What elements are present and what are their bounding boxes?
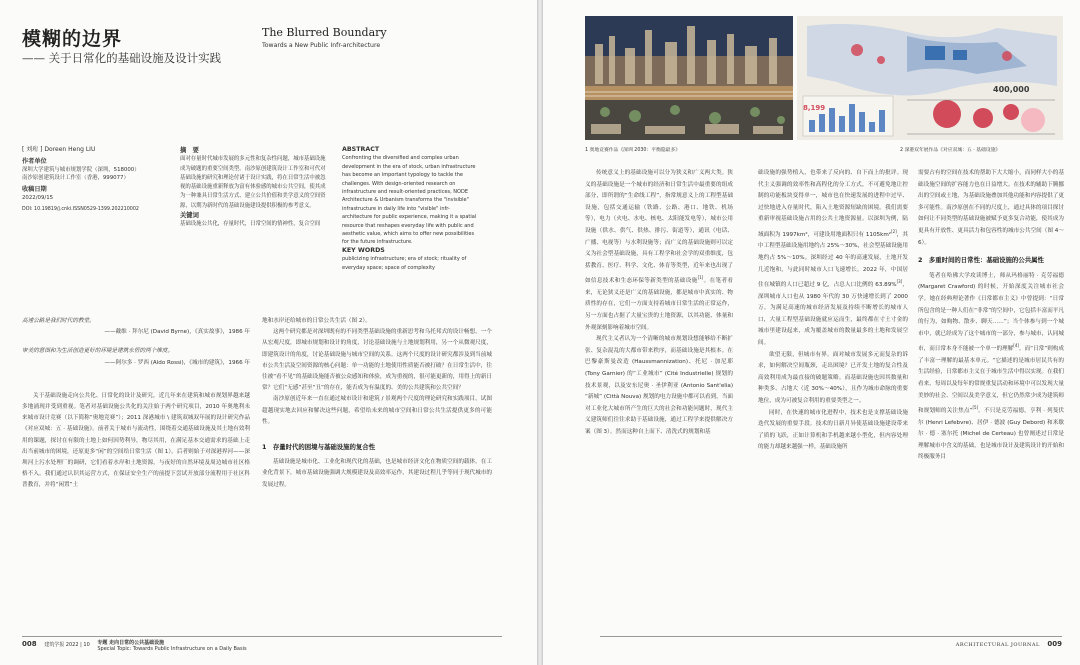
reference-mark: [4] bbox=[1013, 343, 1019, 349]
body-paragraph: 南沙原创近年来一直在通过城市设计和建筑 / 景观两个尺度的理论研究和实践项目，试图超越现实地去回应和解决这些问题，希望给未来的城市空间和日常公共生活提供更多的可能性。 bbox=[262, 396, 492, 425]
body-paragraph bbox=[758, 168, 908, 350]
figure-2-caption: 2 深港双年展作品《对应双城：五 · 基础设施》 bbox=[900, 148, 1001, 153]
right-column-3 bbox=[918, 168, 1064, 464]
body-paragraph: 欲望无限，但城市有界。面对城市发展多元而复杂的诉求，如何解决空间瓶颈，走出困境？已开发土地的复合性及高效利用成为最直接的破题策略。而基础设施也因其数量和种类多、占地大（近 30%～40%），且作为城市命脉的重要地位，成为可被复合利用的重要类型之一。 bbox=[758, 351, 908, 404]
right-footer bbox=[600, 636, 1062, 648]
date-label: 收稿日期 bbox=[22, 186, 47, 193]
keywords-en-label: KEY WORDS bbox=[342, 246, 385, 254]
reference-mark: [3] bbox=[896, 279, 903, 285]
epigraph-2-source: ——阿尔多 · 罗西 (Aldo Rossi)，《城市的建筑》，1966 年 bbox=[104, 359, 250, 366]
page-number-left: 008 bbox=[22, 640, 37, 648]
keywords-cn-label: 关键词 bbox=[180, 212, 199, 220]
special-topic bbox=[97, 640, 246, 652]
figure-2-image bbox=[797, 16, 1063, 140]
body-paragraph: 需要占有的空间在技术的帮助下大大缩小，而同样大小的基础设施空间的扩容能力也在日益增大。在技术的辅助下腾挪出的空间或土地，为基础设施叠加其他功能和内容提供了更多可能性。南沙原创在不同的尺度上，通过具体的项目探讨如何让不同类型的基础设施被赋予更多复合功能，使其成为更具有开放性、更具活力和包容性的城市公共空间（图 4～6）。 bbox=[918, 170, 1064, 246]
abstract-cn-label: 摘 要 bbox=[180, 147, 199, 154]
abstract-en bbox=[342, 146, 477, 272]
epigraph-1-source: ——戴维 · 拜尔尼 (David Byrne)，《真实故事》，1986 年 bbox=[104, 329, 250, 336]
abstract-cn bbox=[180, 146, 330, 230]
figure-1-illustration bbox=[585, 16, 793, 140]
journal-name-en: ARCHITECTURAL JOURNAL bbox=[955, 642, 1040, 648]
epigraph-2: 审美的意图和为生活创造更好的环境是建筑永恒的两个维度。 bbox=[22, 348, 174, 355]
figure-2-value-large: 400,000 bbox=[993, 85, 1030, 94]
epigraph-1: 高速公路是我们时代的教堂。 bbox=[22, 318, 95, 324]
body-paragraph: 地和水岸还给城市的日常公共生活（图 2）。 bbox=[262, 318, 371, 324]
keywords-en-text: publicizing infrastructure; era of stock; rituality of everyday space; space of complexity bbox=[342, 256, 467, 271]
left-page bbox=[0, 0, 537, 665]
figure-1-image bbox=[585, 16, 793, 140]
article-subtitle-cn: —— 关于日常化的基础设施及设计实践 bbox=[22, 51, 222, 65]
body-paragraph bbox=[585, 168, 733, 334]
left-column-1 bbox=[22, 316, 250, 492]
body-paragraph: 基础设施是城市化、工业化和现代化的基础，也是城市经济文化在物质空间的载体。在工业化背景下，城市基础设施强调大规模建设及高效率运作，其建设过程几乎等同于现代城市的发展过程。 bbox=[262, 459, 492, 488]
left-footer bbox=[22, 636, 502, 652]
figure-2-illustration bbox=[797, 16, 1063, 140]
body-text: ，深圳城市人口也从 1980 年代的 30 万快速增长到了 2000 万。为满足高速的城市经济发展及持续不断增长的城市人口，大量工程型基础设施就应运而生，最终都在寸土寸金的城市里建设起来，成为覆盖城市的数量最多的土地和发展空间。 bbox=[758, 282, 908, 347]
body-paragraph: 关于基础设施走向公共化、日常化的设计及研究，近几年来在建筑和城市规划界越来越多地涌现并受到重视。笔者对基础设施公共化的关注始于两个研究项目，2010 年奥地利未来城市设计竞赛（以下简称“奥地竞赛”）；2011 深港城市 \ 建筑双城双年展的设计研究作品《对应双城：五 · 基础设施》。前者关于城市与流动性，围绕着交通基础设施及其土地有效利用的课题，探讨在有限的土地上如何因势利导，物尽其用，在满足基本交通需求的基础上走出当前城市的困境，还原更多“闲”的空间给日常生活（图 1）。后者则始于对深港界河——深圳河上污水处理厂的调研，它们看着水岸和土地资源，与夜好的自然环境及周边城市社区格格不入。我们通过认识其运营方式，在保证安全生产的前提下尝试开放部分流程用于社区科普教育，并将“闲置”土 bbox=[22, 392, 250, 489]
body-text: 笔者在哈佛大学攻读博士，师从玛格丽特 · 克劳福德 (Margaret Crawford) 的时候，开始深度关注城市社会学。她在经典理论著作《日常都市主义》中曾提到：“日常所包含的是一种人们在“非常”的空间中，它包括丰富而平凡的行为，如购物、散步、聊天……”；当个体参与到一个城市中，就已经成为了这个城市的一部分，参与城市，认同城市，而日常本身不能被一个单一的理解 bbox=[918, 272, 1064, 353]
body-text: 。而“日常”则构成了丰富一理解的最基本单元。“它描述的是城市居民共有的生活经验，日常都市主义在于城市生活中得以实现。在我们看来，每周以及每年的常规重复活动和环境中可以发现大量美妙的社会、空间以及美学意义，但它仍然常少成为建筑师和规划师的关注焦点” bbox=[918, 346, 1064, 414]
figure-1-caption: 1 奥地竞赛作品《深圳 2030：平衡隐最多》 bbox=[585, 148, 681, 153]
doi: DOI: 10.19819/j.cnki.ISSN0529-1399.202210002 bbox=[22, 207, 139, 212]
affiliation-2: 南沙原创建筑设计工作室（香港，999077） bbox=[22, 175, 129, 181]
abstract-en-label: ABSTRACT bbox=[342, 146, 380, 153]
body-text: 传统意义上的基础设施可以分为狭义和广义两大类。狭义的基础设施是一个城市的经济和日常生活中最重要的组成部分，即所谓的“生命线工程”，指常规意义上的工程型基础设施，包括交通运输（铁路、公路、港口、地铁、机场等），电力（火电、水电、核电、太阳能发电等），城市公用设施（供水、供气、供热、排污、街道等），通讯（电话、广播、电视等）与水利设施等；而广义的基础设施则可以定义为社会型基础设施，具有工程学和社会学的双重维度，包括教育、医疗、科学、文化、体育等类型，近年来也出现了如信息技术和生态环保等新类型的基础设施 bbox=[585, 170, 733, 285]
affiliation-label: 作者单位 bbox=[22, 158, 47, 165]
article-subtitle-en: Towards a New Public Infr-architecture bbox=[262, 42, 381, 49]
author-meta bbox=[22, 146, 167, 214]
page-number-right: 009 bbox=[1047, 640, 1062, 648]
date-value: 2022/09/15 bbox=[22, 195, 54, 201]
abstract-cn-text: 面对存量时代城市发展的多元性和复杂性问题，城市基础设施成为破题的重要空间类型。南沙原创建筑设计工作室和可代对基础设施的研究和理论付诸于设计实践，将在日常生活中被忽视的基础设施重新释放为富有体验感的城市公共空间，使其成为一种兼具日常生活方式、建立公共价值和美学意义的空间资源，以期为新时代的基础设施建设提供积极的参考意义。 bbox=[180, 156, 326, 209]
body-text: 。不只是克劳福德，亨利 · 列斐伏尔 (Henri Lefebvre)、居伊 · 德波 (Guy Debord) 和米歇尔 · 德 · 塞尔托 (Michel de Certeau) 也曾阐述过日常是理解城市中含义的基础，也是城市设计及建筑设计的开始和终极服务目 bbox=[918, 408, 1064, 461]
body-paragraph: 现代主义者认为一个清晰的城市规划设想能够给不断扩张、复杂混乱的大都市带来秩序，而基础设施是其根本。在巴黎豪斯曼改造 (Haussmannization)、托尼 · 加尼耶 (Tony Garnier) 的“工业城市” (Cité Industrielle) 规划的技术景观，以及安东尼奥 · 圣伊利亚 (Antonio Sant'elia) “新城” (Città Nouva) 规划的电力设施中都可以看到，当面对工业化大城市所产生的巨大的社会和功能问题时，现代主义建筑师们往往求助于基础设施，通过工程学来提供解决方案（图 3）。然而这种自上而下、清洗式的规划和基 bbox=[585, 336, 733, 435]
right-column-2 bbox=[758, 168, 908, 454]
article-title-cn: 模糊的边界 bbox=[22, 28, 123, 50]
reference-mark: [2] bbox=[891, 228, 897, 234]
reference-mark: [1] bbox=[697, 275, 704, 281]
figure-2-value-small: 8,199 bbox=[803, 104, 826, 112]
body-text: 础设施的强势植入，也带来了反向的、自下而上的批评。现代主义强调的效率性和高程化的分工方式，不可避免地让控制的功能板块变得单一，城市也在快速发展的进程中过早、过快地进入存量时代，陷入土地资源短缺的困境。我们需要重新审视基础设施占用的公共土地资源量。以深圳为例，陆域面积为 1997km²，可建设用地面积只有 1105km² bbox=[758, 170, 908, 238]
body-text: 。在笔者看来，无论狭义还是广义的基础设施，都是城市中真实的、物质性的存在，它们一方面支持着城市日常生活的正常运作，另一方面也占据了大量宝贵的土地资源，以其功能、体量和外观深刻影响着城市空间。 bbox=[585, 278, 733, 331]
section-heading-1: 1 存量时代的困境与基础设施的复合性 bbox=[262, 443, 376, 452]
affiliation-1: 深圳大学建筑与城市规划学院（深圳，518000） bbox=[22, 167, 140, 173]
abstract-en-text: Confronting the diversified and complex urban development in the era of stock, urban infrastructure has become an important typology to tackle the challenges. With design-oriented research on infrastructure and result-oriented practices, NODE Architecture & Urbanism transforms the "invisible" infrastructure in daily life into "visible" infr-architecture for public experience, making it a spatial resource that reshapes everyday life with public and aesthetic value, which aims to offer new possibilities for the future infrastructure. bbox=[342, 155, 477, 246]
right-column-1 bbox=[585, 168, 733, 439]
body-paragraph: 这两个研究都是对深圳既有的不同类型基础设施的重新思考和乌托邦式的设计畅想，一个从宏观尺度，即城市规划和设计的角度，讨论基础设施与土地规划利用，另一个从微观尺度，即建筑设计的角度，讨论基础设施与城市空间的关系。这两个尺度的设计研究都涉及到当前城市公共生活及空间资源的核心问题：单一功能的土地使用性质能否被打破？在日常生活中，往往被“看不见”的基础设施能否被公众感知和体验，成为重视的，很可能更新的，用得上的新日常？它们“无感”甚至“丑”的存在，能否成为有温度的、美的公共建筑和公共空间？ bbox=[262, 329, 492, 392]
left-column-2 bbox=[262, 316, 492, 491]
author-line: [ 刘珩 ] Doreen Heng LIU bbox=[22, 146, 96, 153]
article-title-en: The Blurred Boundary bbox=[262, 26, 387, 39]
reference-mark: [5] bbox=[972, 405, 979, 411]
keywords-cn-text: 基础设施公共化，存量时代，日常空间的情神性，复合空间 bbox=[180, 221, 321, 228]
special-topic-en: Special Topic: Towards Public Infrastructure on a Daily Basis bbox=[97, 646, 247, 652]
body-text: ，其中工程型基础设施用地约占 25%～30%，社会型基础设施用地约占 5%～10%。深圳经过 40 年的高速发展，土地开发几近饱和，与此同时城市人口飞速增长。2022 年，中国居住在城镇的人口已超过 9 亿，占总人口比例的 63.89% bbox=[758, 231, 908, 289]
body-paragraph: 同时，在快速的城市化进程中，技术也是支撑基础设施迭代发展的重要手段。技术的日新月异使基础设施建设带来了质的飞跃，正如计算机和手机越来越小型化，但内容处理的能力却越来越强一样，基础设施所 bbox=[758, 409, 908, 451]
special-topic-cn: 专题 走向日常的公共基础设施 bbox=[97, 640, 165, 646]
journal-issue: 建筑学报 2022 | 10 bbox=[44, 642, 90, 648]
body-paragraph bbox=[918, 271, 1064, 464]
section-heading-2: 2 多重时间的日常性：基础设施的公共属性 bbox=[918, 256, 1044, 265]
